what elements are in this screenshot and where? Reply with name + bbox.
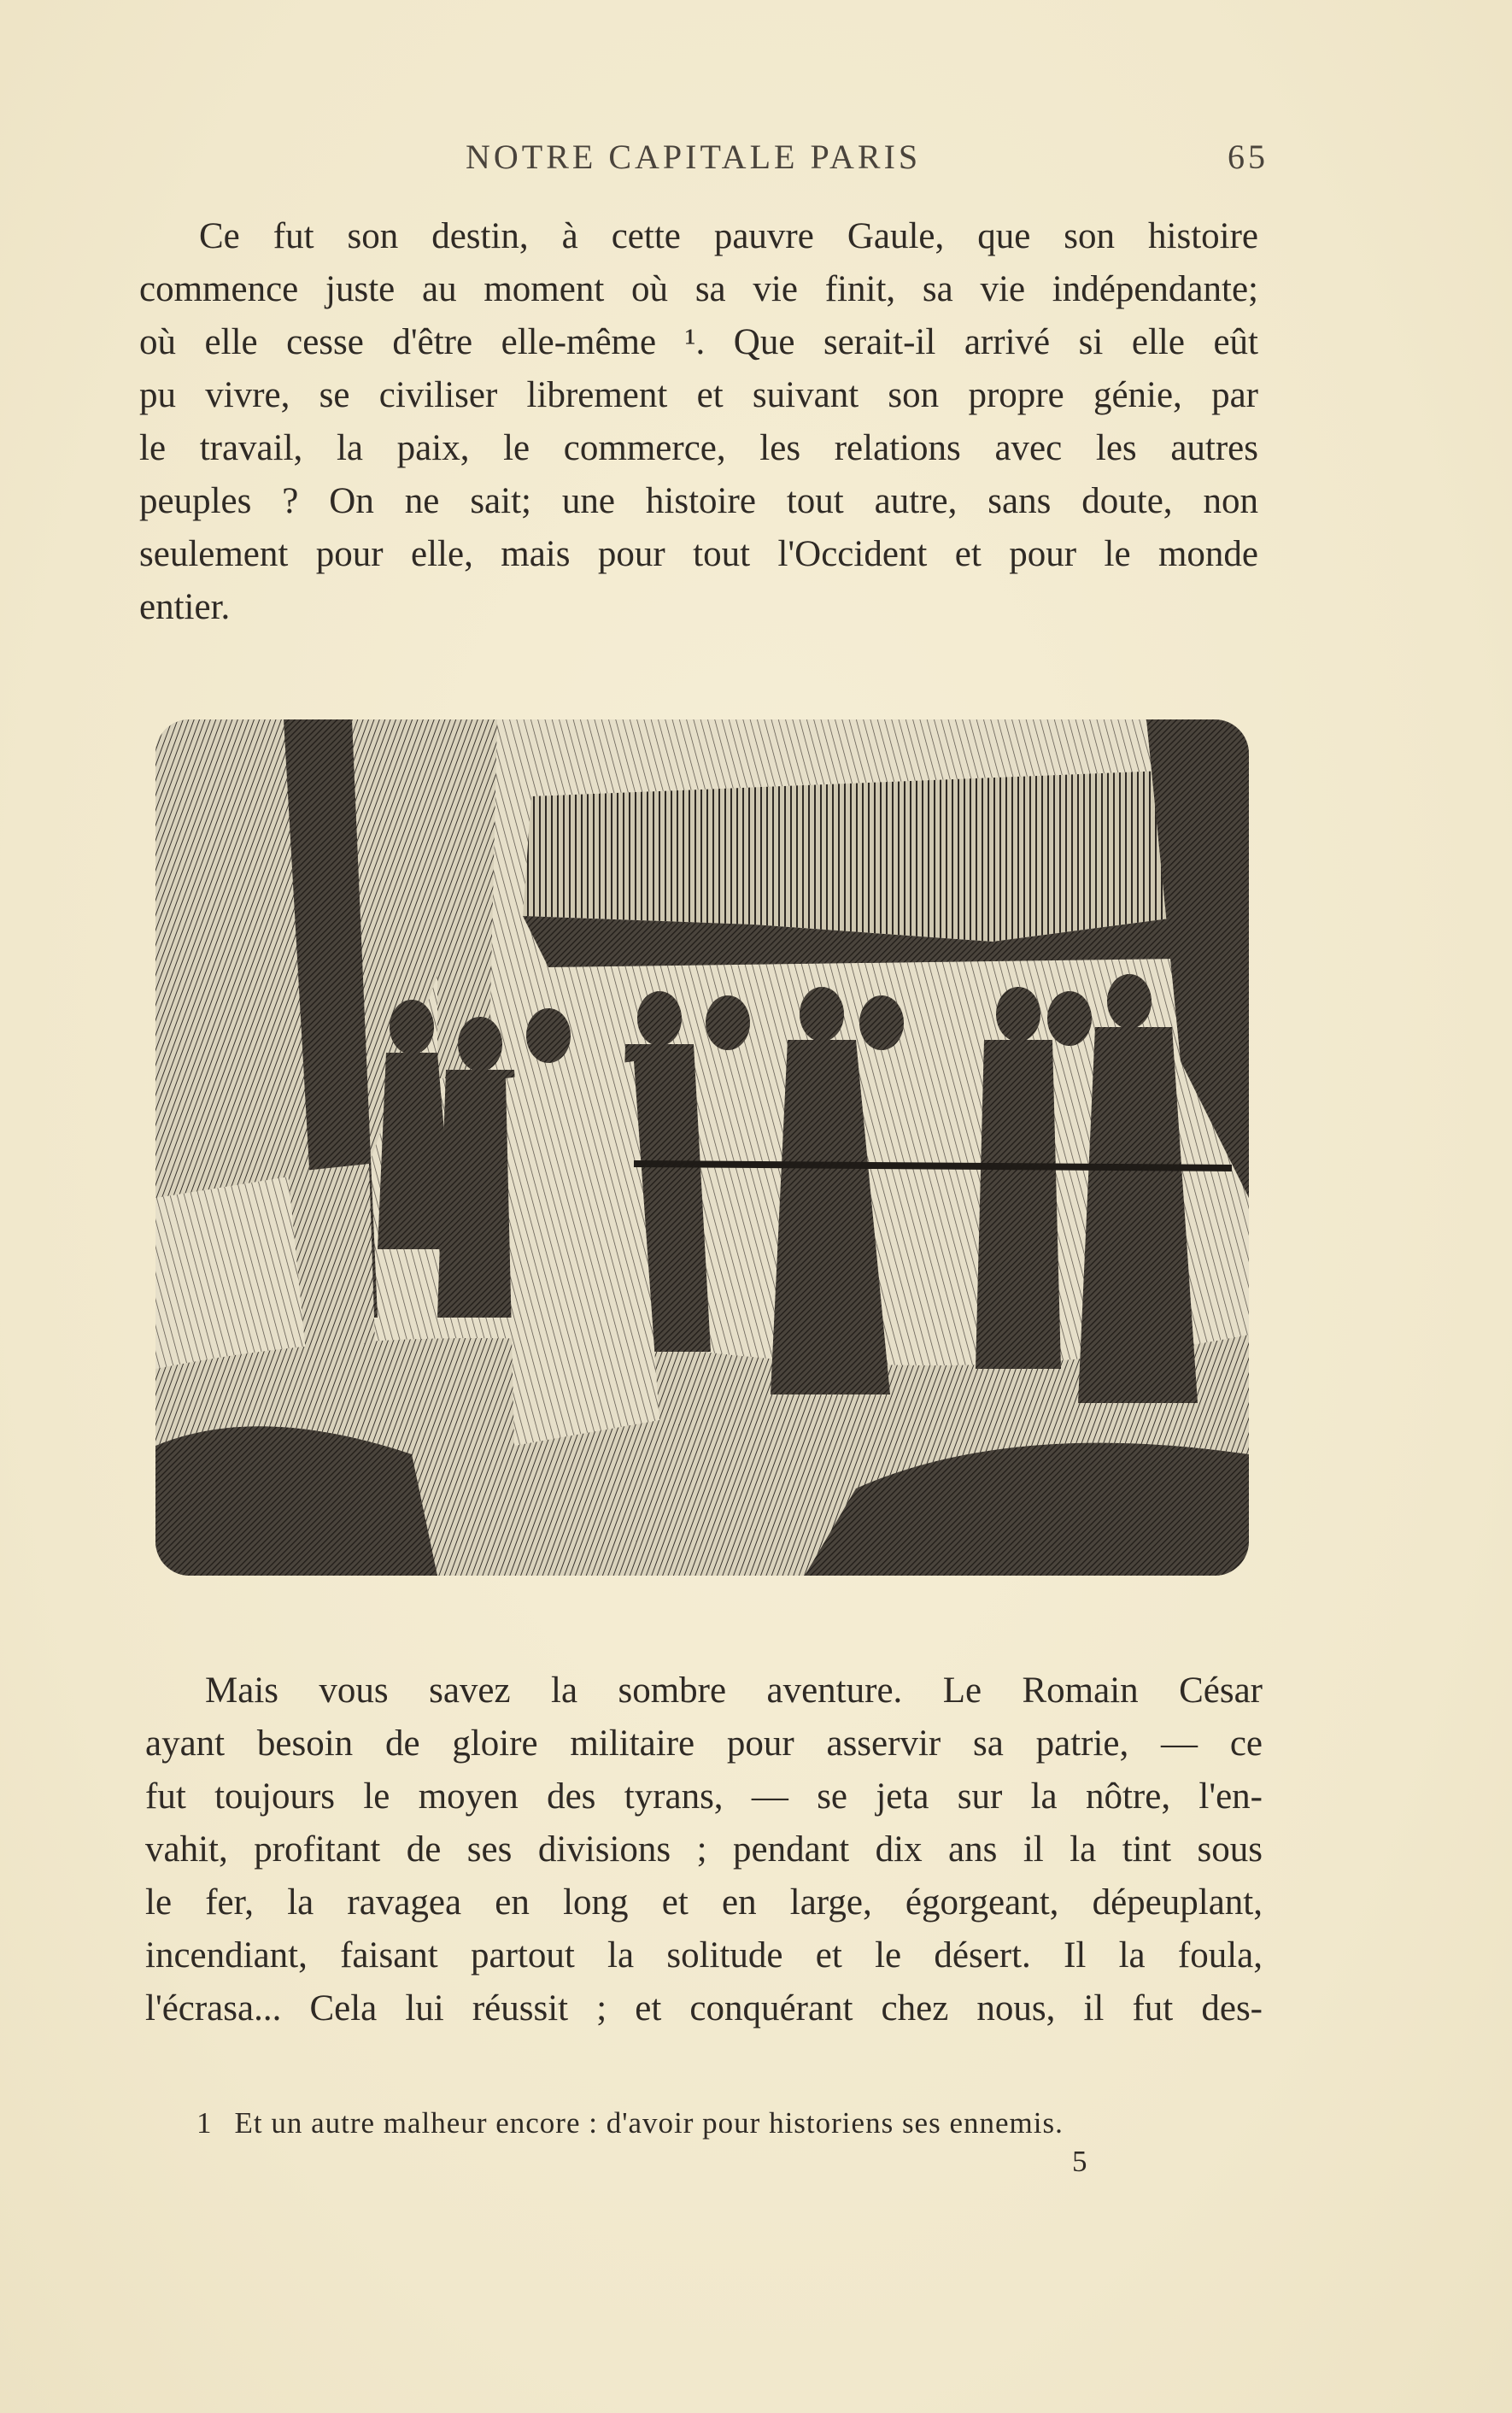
- text-line: pu vivre, se civiliser librement et suivant son propre génie, par: [139, 375, 1258, 415]
- text-line: vahit, profitant de ses divisions ; pendant dix ans il la tint sous: [145, 1829, 1263, 1870]
- text-line: le travail, la paix, le commerce, les relations avec les autres: [139, 428, 1258, 468]
- text-line: Mais vous savez la sombre aventure. Le Romain César: [205, 1670, 1263, 1711]
- engraving-illustration: [155, 719, 1249, 1576]
- footnote-mark: 1: [196, 2106, 213, 2140]
- text-line: où elle cesse d'être elle-même ¹. Que serait-il arrivé si elle eût: [139, 322, 1258, 362]
- engraving-drawing: [155, 719, 1249, 1576]
- text-line: peuples ? On ne sait; une histoire tout autre, sans doute, non: [139, 481, 1258, 521]
- page-number: 65: [1228, 138, 1269, 176]
- text-line: entier.: [139, 587, 231, 627]
- text-line: incendiant, faisant partout la solitude et le désert. Il la foula,: [145, 1935, 1263, 1976]
- text-line: l'écrasa... Cela lui réussit ; et conquérant chez nous, il fut des-: [145, 1988, 1263, 2028]
- running-head: [466, 137, 1269, 188]
- text-line: ayant besoin de gloire militaire pour asservir sa patrie, — ce: [145, 1723, 1263, 1764]
- text-line: le fer, la ravagea en long et en large, égorgeant, dépeuplant,: [145, 1882, 1263, 1923]
- text-line: Ce fut son destin, à cette pauvre Gaule, que son histoire: [199, 216, 1258, 256]
- paragraph-2: [145, 1664, 1263, 2035]
- text-line: fut toujours le moyen des tyrans, — se jeta sur la nôtre, l'en-: [145, 1776, 1263, 1817]
- paragraph-1: [139, 210, 1258, 634]
- text-line: commence juste au moment où sa vie finit, sa vie indépendante;: [139, 269, 1258, 309]
- footnote: [196, 2106, 1204, 2140]
- footnote-text: Et un autre malheur encore : d'avoir pour historiens ses ennemis.: [234, 2106, 1064, 2140]
- text-line: seulement pour elle, mais pour tout l'Occident et pour le monde: [139, 534, 1258, 574]
- running-title: NOTRE CAPITALE PARIS: [466, 138, 922, 176]
- signature-mark: 5: [1072, 2145, 1087, 2178]
